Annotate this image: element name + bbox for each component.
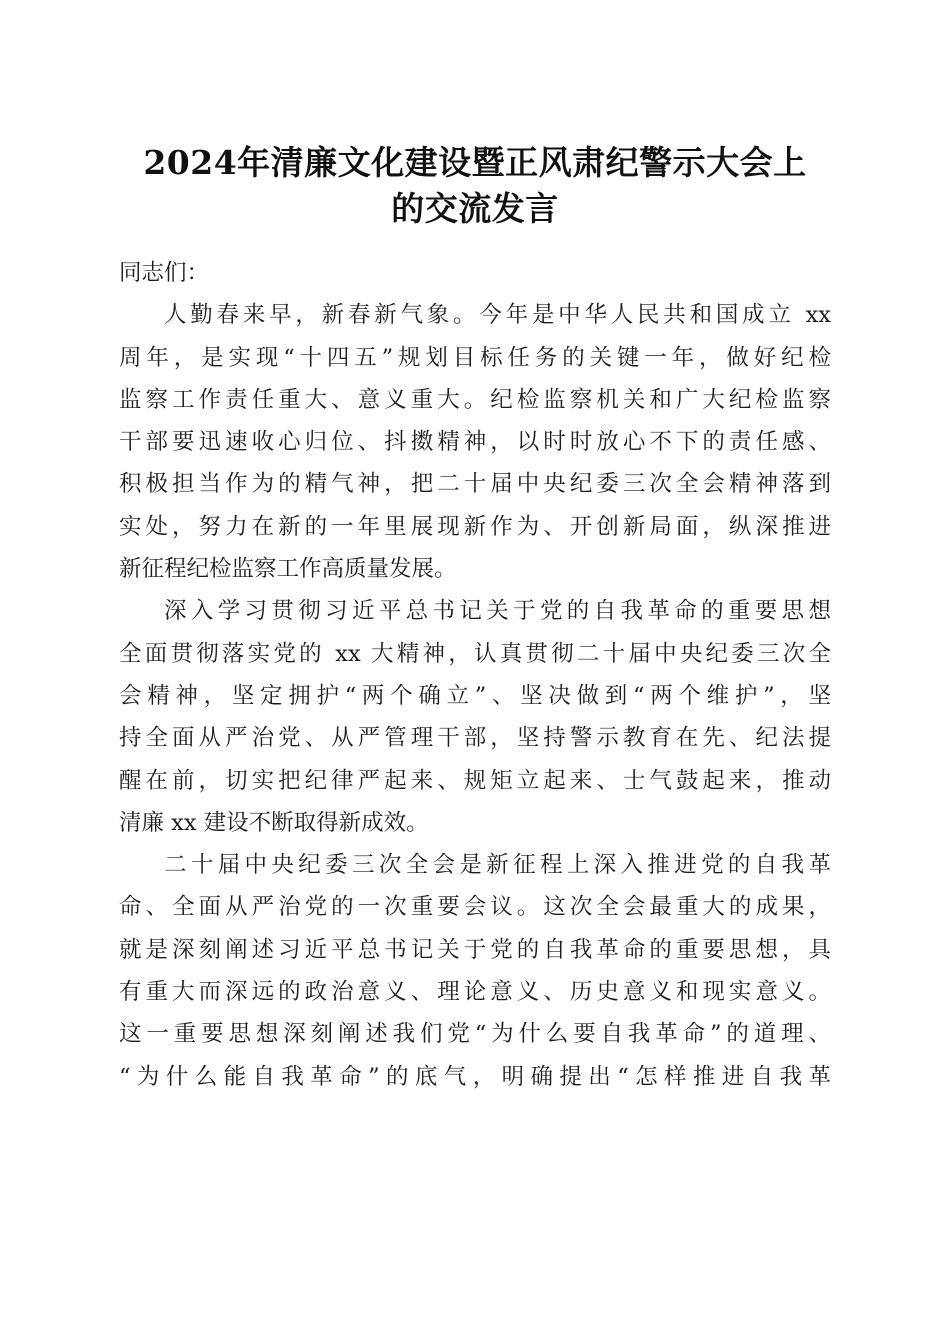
paragraph-line: 这一重要思想深刻阐述我们党“为什么要自我革命”的道理、 [119,1021,831,1048]
paragraph-line: 醒在前，切实把纪律严起来、规矩立起来、士气鼓起来，推动 [119,767,831,794]
paragraph-line: 实处，努力在新的一年里展现新作为、开创新局面，纵深推进 [119,513,831,540]
paragraph-line: 全面贯彻落实党的 xx 大精神，认真贯彻二十届中央纪委三次全 [119,640,831,667]
paragraph-line: 新征程纪检监察工作高质量发展。 [119,556,457,583]
document-body [119,252,831,1098]
paragraph-line: 会精神，坚定拥护“两个确立”、坚决做到“两个维护”，坚 [119,682,831,709]
title-line: 的交流发言 [391,189,559,228]
salutation: 同志们： [119,260,210,286]
paragraph-line: “为什么能自我革命”的底气，明确提出“怎样推进自我革 [119,1063,831,1090]
document-title [110,140,840,232]
paragraph-line: 监察工作责任重大、意义重大。纪检监察机关和广大纪检监察 [119,386,831,413]
title-line: 2024年清廉文化建设暨正风肃纪警示大会上 [143,143,807,182]
paragraph-line: 清廉 xx 建设不断取得新成效。 [119,809,429,836]
paragraph-line: 周年，是实现“十四五”规划目标任务的关键一年，做好纪检 [119,344,831,371]
paragraph-line: 干部要迅速收心归位、抖擞精神，以时时放心不下的责任感、 [119,429,831,456]
paragraph-line: 命、全面从严治党的一次重要会议。这次全会最重大的成果， [119,894,831,921]
paragraph-line: 人勤春来早，新春新气象。今年是中华人民共和国成立 xx [164,302,831,329]
paragraph-line: 深入学习贯彻习近平总书记关于党的自我革命的重要思想 [164,598,831,625]
paragraph-line: 就是深刻阐述习近平总书记关于党的自我革命的重要思想，具 [119,936,831,963]
paragraph-line: 二十届中央纪委三次全会是新征程上深入推进党的自我革 [164,852,831,879]
paragraph-line: 持全面从严治党、从严管理干部，坚持警示教育在先、纪法提 [119,725,831,752]
paragraph-line: 积极担当作为的精气神，把二十届中央纪委三次全会精神落到 [119,471,831,498]
paragraph-line: 有重大而深远的政治意义、理论意义、历史意义和现实意义。 [119,979,831,1006]
